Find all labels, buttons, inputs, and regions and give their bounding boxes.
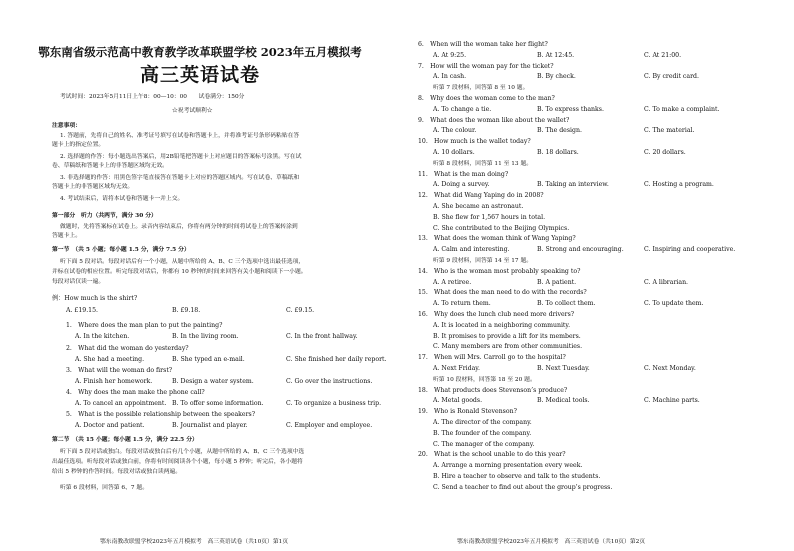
answer-option-a: A. Metal goods. bbox=[433, 397, 483, 405]
section2-desc: 出最佳选项。听每段对话或独白前，你将有时间阅读各个小题，每小题 5 秒钟；听完后，各小题将 bbox=[52, 459, 303, 465]
answer-option-b: B. At 12:45. bbox=[537, 51, 575, 59]
answer-option-a: A. Calm and interesting. bbox=[433, 246, 510, 254]
question-stem: 13. What does the woman think of Wang Yaping? bbox=[418, 235, 576, 243]
answer-option-b: B. The design. bbox=[537, 127, 582, 135]
example-question: 例：How much is the shirt? bbox=[52, 295, 138, 302]
answer-option-c: C. To make a complaint. bbox=[644, 105, 720, 113]
answer-option-c: C. Hosting a program. bbox=[644, 181, 714, 189]
question-stem: 11. What is the man doing? bbox=[418, 170, 509, 178]
answer-option-a: A. A retiree. bbox=[433, 278, 472, 286]
note-line: 3. 非选择题的作答：用黑色签字笔直接答在答题卡上对应的答题区域内。写在试卷、草稿纸和 bbox=[60, 175, 300, 181]
answer-option-a: A. Doing a survey. bbox=[433, 181, 490, 189]
answer-option-c: C. Next Monday. bbox=[644, 365, 696, 372]
answer-option: B. Hire a teacher to observe and talk to the students. bbox=[433, 473, 601, 480]
answer-option-b: B. To express thanks. bbox=[537, 105, 604, 113]
question-stem: 7. How will the woman pay for the ticket? bbox=[418, 62, 554, 70]
answer-option: A. She became an astronaut. bbox=[433, 203, 524, 210]
question-stem: 1. Where does the man plan to put the painting? bbox=[66, 322, 223, 329]
page-right bbox=[400, 0, 794, 551]
note-line: 答题卡上的非答题区域均无效。 bbox=[52, 184, 134, 190]
answer-option-a: A. 10 dollars. bbox=[433, 149, 475, 156]
answer-option-c: C. To organize a business trip. bbox=[286, 400, 382, 407]
question-stem: 6. When will the woman take her flight? bbox=[418, 41, 548, 48]
answer-option-b: B. To offer some information. bbox=[172, 400, 264, 407]
question-stem: 18. What products does Stevenson’s produce? bbox=[418, 386, 568, 394]
question-stem: 2. What did the woman do yesterday? bbox=[66, 345, 189, 352]
answer-option-a: A. To cancel an appointment. bbox=[75, 400, 167, 407]
wish-text: ☆祝考试顺利☆ bbox=[172, 108, 213, 114]
question-stem: 8. Why does the woman come to the man? bbox=[418, 95, 555, 102]
question-stem: 14. Who is the woman most probably speaking to? bbox=[418, 267, 581, 275]
note-line: 4. 考试结束后，请将本试卷和答题卡一并上交。 bbox=[60, 196, 184, 202]
answer-option-c: C. Inspiring and cooperative. bbox=[644, 246, 736, 254]
answer-option: C. She contributed to the Beijing Olympics. bbox=[433, 224, 570, 232]
answer-option: A. Arrange a morning presentation every week. bbox=[433, 462, 583, 470]
listening-instruction: 听第 7 段材料，回答第 8 至 10 题。 bbox=[433, 85, 529, 92]
section1-desc: 听下面 5 段对话。每段对话后有一个小题，从题中所给的 A、B、C 三个选项中选出最佳选项， bbox=[60, 259, 305, 265]
answer-option-b: B. By check. bbox=[537, 73, 576, 81]
answer-option-b: B. She typed an e-mail. bbox=[172, 356, 245, 363]
listening-instruction: 听第 9 段材料，回答第 14 至 17 题。 bbox=[433, 258, 533, 264]
answer-option: B. It promises to provide a lift for its members. bbox=[433, 332, 581, 340]
exam-subtitle: 高三英语试卷 bbox=[139, 64, 260, 86]
listening-instruction: 听第 8 段材料，回答第 11 至 13 题。 bbox=[433, 160, 533, 167]
answer-option-c: C. A librarian. bbox=[644, 278, 689, 286]
answer-option-c: C. She finished her daily report. bbox=[286, 356, 387, 363]
answer-option-b: B. Strong and encouraging. bbox=[537, 246, 624, 254]
answer-option-a: A. Finish her homework. bbox=[75, 378, 153, 385]
answer-option-b: B. To collect them. bbox=[537, 300, 596, 308]
answer-option: B. She flew for 1,567 hours in total. bbox=[433, 213, 546, 221]
answer-option: C. Many members are from other communities. bbox=[433, 343, 583, 351]
answer-option-b: B. Journalist and player. bbox=[172, 422, 248, 429]
page-footer: 鄂东南教改联盟学校2023年五月模拟考 高三英语试卷（共10页）第1页 bbox=[100, 539, 289, 545]
note-line: 题卡上的指定位置。 bbox=[52, 142, 105, 148]
note-line: 2. 选择题的作答：每小题选出答案后，用2B铅笔把答题卡上对应题目的答案标号涂黑。写在试 bbox=[60, 154, 302, 160]
part1-heading: 第一部分 听力（共两节，满分 30 分） bbox=[52, 213, 157, 219]
answer-option-b: B. 18 dollars. bbox=[537, 149, 579, 156]
question-stem: 16. Why does the lunch club need more drivers? bbox=[418, 311, 575, 318]
answer-option-a: A. In the kitchen. bbox=[75, 333, 130, 340]
answer-option-c: C. By credit card. bbox=[644, 73, 699, 81]
answer-option-a: A. In cash. bbox=[433, 73, 467, 81]
question-stem: 17. When will Mrs. Carroll go to the hospital? bbox=[418, 354, 566, 362]
answer-option-c: C. At 21:00. bbox=[644, 51, 682, 59]
answer-option-a: A. She had a meeting. bbox=[75, 356, 145, 363]
answer-option: B. The founder of the company. bbox=[433, 429, 532, 437]
exam-info: 考试时间：2023年5月11日上午8：00—10：00 试卷满分：150分 bbox=[60, 94, 245, 100]
question-stem: 9. What does the woman like about the wallet? bbox=[418, 116, 570, 124]
answer-option: A. The director of the company. bbox=[433, 419, 532, 426]
example-option: A. £19.15. bbox=[66, 307, 99, 314]
question-stem: 19. Who is Ronald Stevenson? bbox=[418, 408, 517, 416]
page-footer: 鄂东南教改联盟学校2023年五月模拟考 高三英语试卷（共10页）第2页 bbox=[457, 539, 646, 545]
answer-option-a: A. At 9:25. bbox=[433, 51, 467, 59]
answer-option-b: B. Medical tools. bbox=[537, 397, 590, 405]
question-stem: 20. What is the school unable to do this year? bbox=[418, 451, 566, 459]
answer-option-b: B. In the living room. bbox=[172, 333, 239, 340]
notes-title: 注意事项： bbox=[52, 123, 81, 129]
question-stem: 3. What will the woman do first? bbox=[66, 367, 173, 374]
answer-option-c: C. Machine parts. bbox=[644, 397, 700, 405]
section1-heading: 第一节 （共 5 小题；每小题 1.5 分，满分 7.5 分） bbox=[52, 247, 190, 253]
listening-instruction: 听第 10 段材料，回答第 18 至 20 题。 bbox=[433, 376, 536, 383]
answer-option-b: B. Taking an interview. bbox=[537, 181, 609, 189]
answer-option-c: C. In the front hallway. bbox=[286, 333, 358, 340]
section2-desc: 给出 5 秒钟的作答时间。每段对话或独白读两遍。 bbox=[52, 469, 182, 475]
answer-option-b: B. Design a water system. bbox=[172, 378, 254, 385]
part1-desc: 做题时，先将答案标在试卷上。录音内容结束后，你将有两分钟的时间将试卷上的答案转涂到 bbox=[60, 224, 298, 230]
answer-option-a: A. To change a tie. bbox=[433, 105, 492, 113]
example-option: C. £9.15. bbox=[286, 307, 315, 314]
answer-option: C. The manager of the company. bbox=[433, 440, 535, 448]
example-option: B. £9.18. bbox=[172, 307, 201, 314]
answer-option-c: C. Employer and employee. bbox=[286, 422, 373, 429]
section1-desc: 并标在试卷的相应位置。听完每段对话后，你都有 10 秒钟的时间来回答有关小题和阅读下一小题。 bbox=[52, 269, 307, 275]
section1-desc: 每段对话仅读一遍。 bbox=[52, 279, 105, 285]
note-line: 1. 答题前，先将自己的姓名、准考证号填写在试卷和答题卡上，并将准考证号条形码粘贴在答 bbox=[60, 133, 300, 139]
question-stem: 15. What does the man need to do with the records? bbox=[418, 289, 587, 297]
section2-instruction: 听第 6 段材料，回答第 6、7 题。 bbox=[60, 485, 148, 491]
answer-option-a: A. The colour. bbox=[433, 127, 477, 135]
answer-option-c: C. To update them. bbox=[644, 300, 704, 308]
answer-option-a: A. Next Friday. bbox=[433, 365, 480, 372]
question-stem: 4. Why does the man make the phone call? bbox=[66, 389, 205, 396]
answer-option-a: A. Doctor and patient. bbox=[75, 422, 145, 429]
section2-heading: 第二节 （共 15 小题；每小题 1.5 分，满分 22.5 分） bbox=[52, 437, 198, 443]
answer-option-c: C. 20 dollars. bbox=[644, 149, 686, 156]
question-stem: 12. What did Wang Yaping do in 2008? bbox=[418, 192, 544, 200]
answer-option-b: B. Next Tuesday. bbox=[537, 365, 590, 372]
section2-desc: 听下面 5 段对话或独白。每段对话或独白后有几个小题，从题中所给的 A、B、C 三个选项中选 bbox=[60, 449, 305, 455]
note-line: 卷、草稿纸和答题卡上的非答题区域均无效。 bbox=[52, 163, 168, 169]
question-stem: 5. What is the possible relationship between the speakers? bbox=[66, 411, 256, 418]
question-stem: 10. How much is the wallet today? bbox=[418, 138, 531, 146]
answer-option-b: B. A patient. bbox=[537, 278, 577, 286]
answer-option-c: C. Go over the instructions. bbox=[286, 378, 373, 385]
exam-title: 鄂东南省级示范高中教育教学改革联盟学校 2023年五月模拟考 bbox=[38, 45, 362, 59]
answer-option: A. It is located in a neighboring community. bbox=[433, 321, 571, 329]
answer-option: C. Send a teacher to find out about the group’s progress. bbox=[433, 483, 613, 491]
answer-option-c: C. The material. bbox=[644, 127, 695, 135]
answer-option-a: A. To return them. bbox=[433, 300, 491, 308]
part1-desc: 答题卡上。 bbox=[52, 233, 81, 239]
